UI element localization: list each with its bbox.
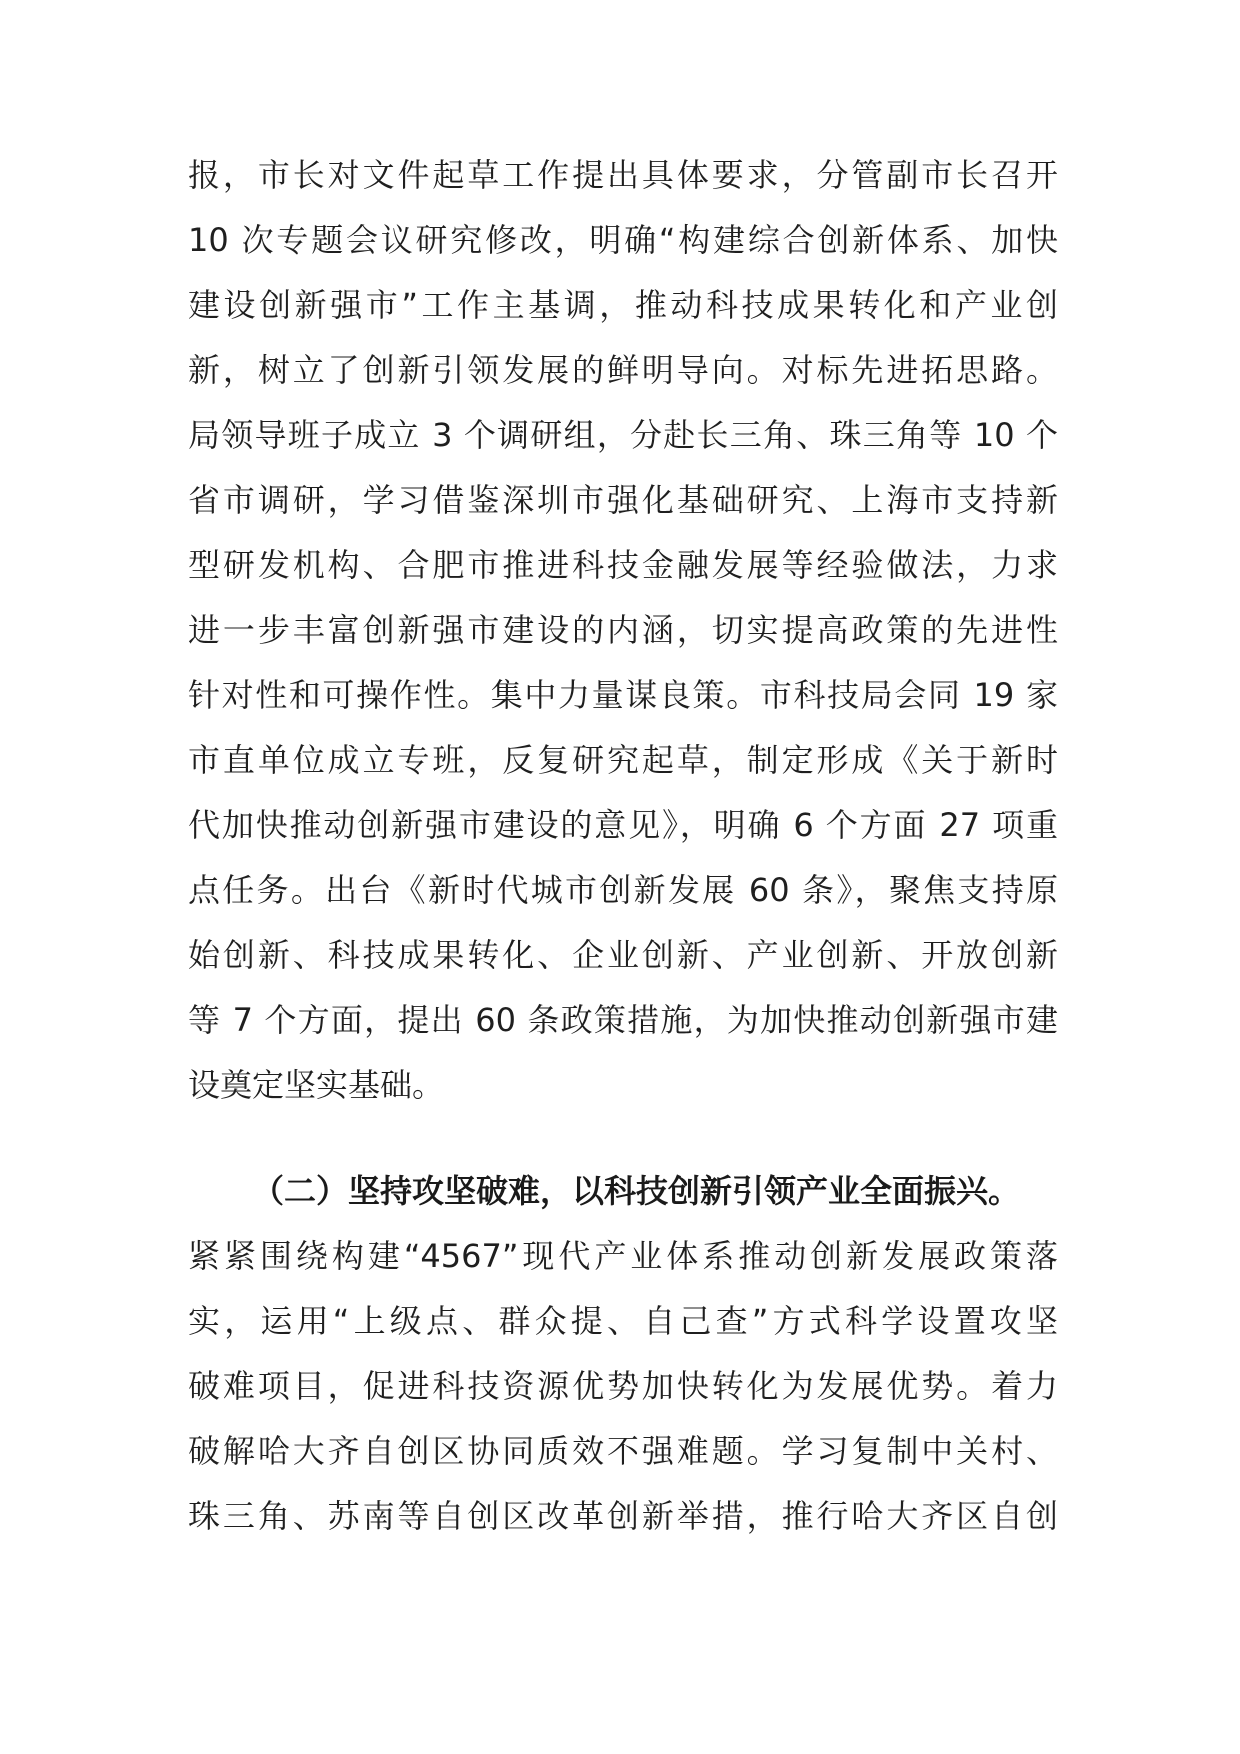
paragraph-line: 设奠定坚实基础。 — [188, 1066, 445, 1104]
paragraph-line: 等 7 个方面，提出 60 条政策措施，为加快推动创新强市建 — [188, 1001, 1058, 1039]
paragraph-line: 始创新、科技成果转化、企业创新、产业创新、开放创新 — [188, 936, 1058, 974]
section-heading-block — [188, 1159, 1058, 1224]
paragraph-line: 破解哈大齐自创区协同质效不强难题。学习复制中关村、 — [188, 1432, 1058, 1470]
paragraph-line: 报，市长对文件起草工作提出具体要求，分管副市长召开 — [188, 156, 1058, 194]
paragraph-line: 紧紧围绕构建“4567”现代产业体系推动创新发展政策落 — [188, 1237, 1058, 1275]
paragraph-line: 省市调研，学习借鉴深圳市强化基础研究、上海市支持新 — [188, 481, 1058, 519]
paragraph-line: 点任务。出台《新时代城市创新发展 60 条》，聚焦支持原 — [188, 871, 1058, 909]
paragraph-line: 型研发机构、合肥市推进科技金融发展等经验做法，力求 — [188, 546, 1058, 584]
paragraph-2 — [188, 1224, 1058, 1549]
paragraph-line: 市直单位成立专班，反复研究起草，制定形成《关于新时 — [188, 741, 1058, 779]
section-heading: （二）坚持攻坚破难，以科技创新引领产业全面振兴。 — [252, 1172, 1021, 1210]
paragraph-line: 局领导班子成立 3 个调研组，分赴长三角、珠三角等 10 个 — [188, 416, 1058, 454]
paragraph-line: 进一步丰富创新强市建设的内涵，切实提高政策的先进性 — [188, 611, 1058, 649]
paragraph-line: 破难项目，促进科技资源优势加快转化为发展优势。着力 — [188, 1367, 1058, 1405]
paragraph-line: 10 次专题会议研究修改，明确“构建综合创新体系、加快 — [188, 221, 1058, 259]
paragraph-line: 建设创新强市”工作主基调，推动科技成果转化和产业创 — [188, 286, 1058, 324]
paragraph-line: 新，树立了创新引领发展的鲜明导向。对标先进拓思路。 — [188, 351, 1058, 389]
paragraph-line: 代加快推动创新强市建设的意见》，明确 6 个方面 27 项重 — [188, 806, 1058, 844]
paragraph-1 — [188, 143, 1058, 1118]
paragraph-line: 珠三角、苏南等自创区改革创新举措，推行哈大齐区自创 — [188, 1497, 1058, 1535]
paragraph-line: 针对性和可操作性。集中力量谋良策。市科技局会同 19 家 — [188, 676, 1058, 714]
paragraph-line: 实，运用“上级点、群众提、自己查”方式科学设置攻坚 — [188, 1302, 1058, 1340]
